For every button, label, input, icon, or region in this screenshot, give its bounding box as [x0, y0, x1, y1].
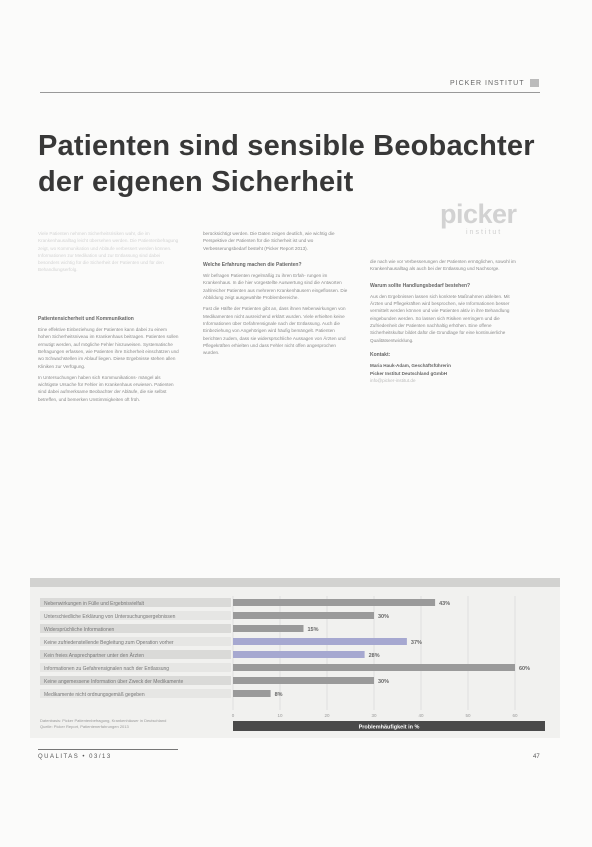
category-label: Keine zufriedenstellende Begleitung zum Operation vorher: [44, 640, 174, 646]
value-label: 60%: [519, 666, 531, 672]
category-label: Kein freies Ansprechpartner unter den Ärzten: [44, 653, 145, 659]
bar: [233, 677, 374, 684]
section-heading: Patientensicherheit und Kommunikation: [38, 315, 134, 322]
lead-line: und für den Behandlungserfolg.: [38, 260, 164, 273]
body-line: Nebenwirkungen von Medikamenten nicht ausreichend: [203, 306, 346, 319]
logo-wordmark: picker: [440, 199, 517, 229]
lead-line: Patientenbefragung zeigt, wo Kommunikation und: [38, 238, 179, 251]
body-line: aus mehreren Krankenhäusern eingeflossen. Die: [247, 287, 348, 293]
page-number: 47: [533, 754, 540, 760]
body-paragraph: [38, 374, 180, 403]
value-label: 8%: [274, 692, 283, 698]
lead-paragraph: [38, 230, 180, 274]
body-line: wie Patienten aktiv in ihre Behandlung eingebunden: [370, 308, 510, 321]
contact-name: Maria Hauk-Adam, Geschäftsführerin: [370, 363, 451, 369]
body-line: Sicherheit ist und wo Verbesserungsbedarf besteht: [203, 238, 314, 251]
body-paragraph: [203, 305, 353, 356]
value-label: 30%: [378, 614, 390, 620]
x-axis-label: Problemhäufigkeit in %: [358, 724, 420, 731]
lead-line: zur Medikation und zur Entlassung sind dabei: [67, 252, 161, 258]
body-line: bei der Entlassung und Nachsorge.: [427, 266, 500, 272]
contact-block: [370, 362, 520, 384]
body-line: Aus den Ergebnissen lassen sich konkrete Maßnahmen: [370, 293, 484, 299]
body-line: zu einem hohen Sicherheitsniveau im Krankenhaus: [38, 327, 167, 340]
body-line: Wir befragen Patienten regelmäßig zu ihren Erfah-: [203, 273, 306, 279]
body-paragraph: [203, 230, 353, 252]
category-label: Nebenwirkungen in Fülle und Ergebnisvielfalt: [44, 601, 145, 607]
bar: [233, 664, 515, 671]
lead-line: besonders wichtig für die Sicherheit der Patienten: [38, 260, 140, 266]
body-line: Diese Ergebnisse stehen allen Kliniken zur Verfügung.: [38, 356, 176, 369]
body-line: wie Informationen besser vermittelt werden können und: [370, 301, 510, 314]
bar: [233, 651, 365, 658]
title-line-2: der eigenen Sicherheit: [38, 166, 354, 198]
category-label: Medikamente nicht ordnungsgemäß gegeben: [44, 692, 145, 698]
source-note: Quelle: Picker Report, Patientenerfahrungen 2013: [40, 724, 129, 729]
tick-label: 30: [371, 713, 377, 718]
contact-label: Kontakt:: [370, 351, 391, 358]
category-label: Informationen zu Gefahrensignalen nach der Entlassung: [44, 666, 170, 672]
body-line: die nach wie vor Verbesserungen der Patienten: [370, 259, 467, 264]
body-line: Befragungen erfassen, wie Patienten ihre Sicherheit: [38, 348, 144, 354]
body-paragraph: [203, 272, 353, 301]
body-line: (Picker Report 2013).: [264, 245, 308, 251]
title-line-1: Patienten sind sensible Beobachter: [38, 130, 535, 162]
bar: [233, 612, 374, 619]
body-line: Abbildung zeigt ausgewählte Problembereiche.: [203, 295, 299, 301]
body-line: Auswertung sind die Antworten zahlreicher Patienten: [203, 280, 342, 293]
body-line: dass Fehler nicht offen angesprochen wurden.: [203, 342, 336, 356]
body-line: erklärt wurden. Viele erhielten keine Informationen: [203, 313, 345, 326]
body-line: ermöglichen, sowohl im Krankenhausalltag als auch: [370, 259, 516, 272]
section-label: PICKER INSTITUT: [450, 80, 525, 87]
body-line: beitragen. Patienten sollen ermutigt werden, auf: [38, 334, 179, 347]
body-line: über Gefahrensignale nach der Entlassung. Auch die: [232, 320, 340, 326]
value-label: 28%: [368, 653, 380, 659]
value-label: 37%: [410, 640, 422, 646]
category-label: Keine angemessene Information über Zweck der Medikamente: [44, 679, 184, 685]
tick-label: 40: [418, 713, 424, 718]
header-divider: [40, 92, 540, 93]
body-line: mängel als wichtigste Ursache für Fehler im: [38, 374, 161, 388]
text-column-2: [203, 230, 353, 360]
body-line: werden. So lassen sich Risiken verringern und die: [397, 315, 500, 321]
body-line: offene Sicherheitskultur bildet dafür die Grundlage: [370, 323, 492, 336]
body-line: rungen im Krankenhaus. In die hier vorgestellte: [203, 273, 328, 286]
bar: [233, 690, 271, 697]
value-label: 43%: [439, 601, 451, 607]
body-line: Eine effektive Einbeziehung der Patienten kann dabei: [38, 327, 147, 333]
body-line: berücksichtigt werden. Die Daten zeigen deutlich,: [203, 231, 304, 236]
body-line: betreffen, und bemerken Unstimmigkeiten oft früh.: [38, 396, 141, 402]
contact-email-link[interactable]: info@picker-institut.de: [370, 377, 416, 383]
body-line: Patienten berichten zudem, dass sie widersprüchliche: [203, 328, 335, 341]
tick-label: 60: [512, 713, 518, 718]
tick-label: 10: [277, 713, 283, 718]
bar: [233, 638, 407, 645]
body-line: Fast die Hälfte der Patienten gibt an, dass ihnen: [203, 306, 302, 312]
body-line: Einbeziehung von Angehörigen wird häufig bemängelt.: [203, 328, 315, 334]
tick-label: 20: [324, 713, 330, 718]
value-label: 15%: [307, 627, 319, 633]
picker-institut-logo: [438, 197, 538, 237]
body-line: mögliche Fehler hinzuweisen. Systematische: [81, 341, 173, 347]
body-line: Zufriedenheit der Patienten nachhaltig erhöhen. Eine: [370, 323, 478, 329]
tick-label: 50: [465, 713, 471, 718]
body-line: Krankenhaus erwiesen. Patienten sind dabei: [38, 382, 174, 395]
publication-info: QUALITAS • 03/13: [38, 754, 112, 760]
bar: [233, 625, 304, 632]
category-label: Widersprüchliche Informationen: [44, 627, 115, 633]
article-title: [38, 128, 538, 200]
bar: [233, 599, 435, 606]
text-column-1: [38, 230, 180, 407]
body-line: aufmerksame Beobachter der Abläufe, die sie selbst: [60, 389, 167, 395]
value-label: 30%: [378, 679, 390, 685]
section-marker-icon: [530, 79, 539, 87]
body-paragraph: [370, 293, 520, 344]
body-line: Aussagen von Ärzten und Pflegekräften erhielten und: [203, 335, 346, 348]
section-heading: Welche Erfahrung machen die Patienten?: [203, 261, 302, 268]
category-label: Unterschiedliche Erklärung von Untersuchungsergebnissen: [44, 614, 176, 620]
tick-label: 0: [231, 713, 235, 718]
footer-divider: [38, 749, 178, 750]
source-note: Datenbasis: Picker Patientenbefragung, Krankenhäuser in Deutschland: [40, 718, 167, 723]
lead-line: Viele Patienten nehmen Sicherheitsrisiken wahr, die im: [38, 231, 150, 236]
body-line: wie wichtig die Perspektive der Patienten für die: [203, 231, 335, 244]
body-line: ableiten. Mit Ärzten und Pflegekräften wird besprochen,: [370, 293, 510, 307]
section-heading: Warum sollte Handlungsbedarf bestehen?: [370, 282, 471, 289]
body-paragraph: [38, 326, 180, 370]
body-paragraph: [370, 258, 520, 273]
problem-frequency-chart: [30, 578, 560, 740]
body-line: In Untersuchungen haben sich Kommunikations-: [38, 374, 138, 380]
contact-org: Picker Institut Deutschland gGmbH: [370, 370, 448, 376]
body-line: einschätzen und wo Schwachstellen im Ablauf liegen.: [38, 348, 179, 362]
body-line: für eine kontinuierliche Qualitätsentwicklung.: [370, 330, 506, 343]
lead-line: Abläufe verbessert werden können. Informationen: [38, 245, 172, 258]
text-column-3: [370, 258, 520, 388]
logo-subtitle: institut: [466, 229, 503, 236]
lead-line: Krankenhausalltag leicht übersehen werden. Die: [38, 238, 137, 244]
